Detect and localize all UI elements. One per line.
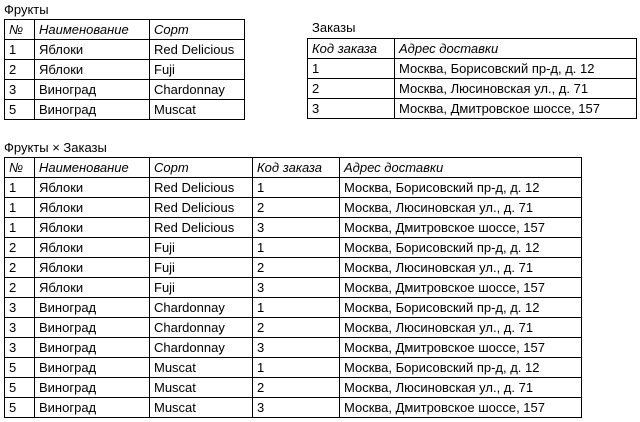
table-cell: 1 — [253, 178, 340, 198]
table-cell: Red Delicious — [150, 218, 253, 238]
table-cell: 2 — [5, 278, 35, 298]
table-cell: Red Delicious — [150, 178, 253, 198]
table-cell: Fuji — [150, 258, 253, 278]
column-header: Сорт — [150, 158, 253, 178]
table-cell: Muscat — [150, 398, 253, 418]
orders-table-caption: Заказы — [312, 20, 356, 35]
table-cell: Яблоки — [35, 258, 150, 278]
column-header: Код заказа — [308, 39, 395, 59]
table-cell: Виноград — [35, 318, 150, 338]
table-cell: Яблоки — [35, 40, 150, 60]
table-cell: Яблоки — [35, 278, 150, 298]
table-cell: Москва, Борисовский пр-д, д. 12 — [395, 59, 637, 79]
header-row — [5, 158, 582, 178]
table-cell: Chardonnay — [150, 338, 253, 358]
header-row — [308, 39, 637, 59]
fruits-table — [4, 19, 245, 120]
table-cell: Москва, Люсиновская ул., д. 71 — [340, 318, 582, 338]
table-cell: Москва, Люсиновская ул., д. 71 — [340, 198, 582, 218]
table-cell: 5 — [5, 358, 35, 378]
table-cell: Москва, Дмитровское шоссе, 157 — [340, 218, 582, 238]
table-row — [5, 278, 582, 298]
table-cell: Яблоки — [35, 178, 150, 198]
table-cell: 1 — [5, 198, 35, 218]
table-cell: 2 — [5, 60, 35, 80]
table-cell: 2 — [253, 198, 340, 218]
table-row — [5, 338, 582, 358]
table-cell: 1 — [253, 298, 340, 318]
table-cell: Москва, Дмитровское шоссе, 157 — [340, 278, 582, 298]
column-header: Адрес доставки — [340, 158, 582, 178]
table-cell: Москва, Борисовский пр-д, д. 12 — [340, 178, 582, 198]
table-cell: Виноград — [35, 100, 150, 120]
table-row — [5, 178, 582, 198]
table-row — [5, 198, 582, 218]
table-cell: Muscat — [150, 358, 253, 378]
table-cell: Яблоки — [35, 218, 150, 238]
table-cell: Fuji — [150, 278, 253, 298]
table-row — [5, 80, 245, 100]
table-cell: Виноград — [35, 398, 150, 418]
table-cell: Виноград — [35, 378, 150, 398]
table-cell: 3 — [253, 398, 340, 418]
table-cell: Виноград — [35, 298, 150, 318]
column-header: Наименование — [35, 20, 150, 40]
table-cell: Red Delicious — [150, 40, 245, 60]
column-header: № — [5, 158, 35, 178]
table-cell: Москва, Борисовский пр-д, д. 12 — [340, 298, 582, 318]
table-cell: 5 — [5, 378, 35, 398]
table-row — [5, 318, 582, 338]
table-cell: 3 — [308, 99, 395, 119]
table-row — [5, 378, 582, 398]
table-row — [5, 298, 582, 318]
table-cell: Москва, Люсиновская ул., д. 71 — [340, 258, 582, 278]
column-header: № — [5, 20, 35, 40]
table-cell: Москва, Люсиновская ул., д. 71 — [340, 378, 582, 398]
table-cell: Москва, Борисовский пр-д, д. 12 — [340, 238, 582, 258]
table-cell: Яблоки — [35, 198, 150, 218]
table-cell: 5 — [5, 100, 35, 120]
table-cell: Red Delicious — [150, 198, 253, 218]
table-cell: Chardonnay — [150, 80, 245, 100]
table-cell: 2 — [253, 258, 340, 278]
table-cell: 3 — [253, 278, 340, 298]
table-cell: 2 — [253, 318, 340, 338]
table-row — [5, 100, 245, 120]
column-header: Код заказа — [253, 158, 340, 178]
table-cell: 3 — [5, 80, 35, 100]
product-table-caption: Фрукты × Заказы — [4, 140, 107, 155]
table-cell: 1 — [5, 178, 35, 198]
table-cell: Москва, Дмитровское шоссе, 157 — [340, 398, 582, 418]
table-cell: Виноград — [35, 338, 150, 358]
table-cell: 2 — [308, 79, 395, 99]
table-cell: 2 — [5, 238, 35, 258]
table-row — [5, 40, 245, 60]
table-cell: 5 — [5, 398, 35, 418]
header-row — [5, 20, 245, 40]
table-cell: 2 — [253, 378, 340, 398]
table-cell: Яблоки — [35, 238, 150, 258]
table-cell: Москва, Борисовский пр-д, д. 12 — [340, 358, 582, 378]
column-header: Наименование — [35, 158, 150, 178]
table-row — [5, 238, 582, 258]
column-header: Сорт — [150, 20, 245, 40]
table-cell: 1 — [253, 238, 340, 258]
table-cell: Москва, Люсиновская ул., д. 71 — [395, 79, 637, 99]
table-cell: 1 — [5, 218, 35, 238]
table-cell: 3 — [5, 338, 35, 358]
table-row — [308, 99, 637, 119]
table-row — [308, 79, 637, 99]
table-row — [308, 59, 637, 79]
table-cell: Fuji — [150, 60, 245, 80]
table-cell: 1 — [253, 358, 340, 378]
table-row — [5, 358, 582, 378]
table-cell: 3 — [253, 218, 340, 238]
table-cell: 1 — [308, 59, 395, 79]
table-row — [5, 398, 582, 418]
table-cell: 2 — [5, 258, 35, 278]
product-table — [4, 157, 582, 418]
table-cell: Chardonnay — [150, 318, 253, 338]
fruits-table-caption: Фрукты — [4, 2, 49, 17]
table-cell: Москва, Дмитровское шоссе, 157 — [395, 99, 637, 119]
orders-table — [307, 38, 637, 119]
table-cell: Muscat — [150, 378, 253, 398]
column-header: Адрес доставки — [395, 39, 637, 59]
table-cell: Москва, Дмитровское шоссе, 157 — [340, 338, 582, 358]
table-cell: 3 — [5, 318, 35, 338]
table-cell: 3 — [5, 298, 35, 318]
table-cell: Виноград — [35, 80, 150, 100]
table-cell: 1 — [5, 40, 35, 60]
table-cell: 3 — [253, 338, 340, 358]
table-row — [5, 218, 582, 238]
table-cell: Fuji — [150, 238, 253, 258]
table-row — [5, 60, 245, 80]
table-cell: Виноград — [35, 358, 150, 378]
table-row — [5, 258, 582, 278]
table-cell: Яблоки — [35, 60, 150, 80]
table-cell: Muscat — [150, 100, 245, 120]
table-cell: Chardonnay — [150, 298, 253, 318]
